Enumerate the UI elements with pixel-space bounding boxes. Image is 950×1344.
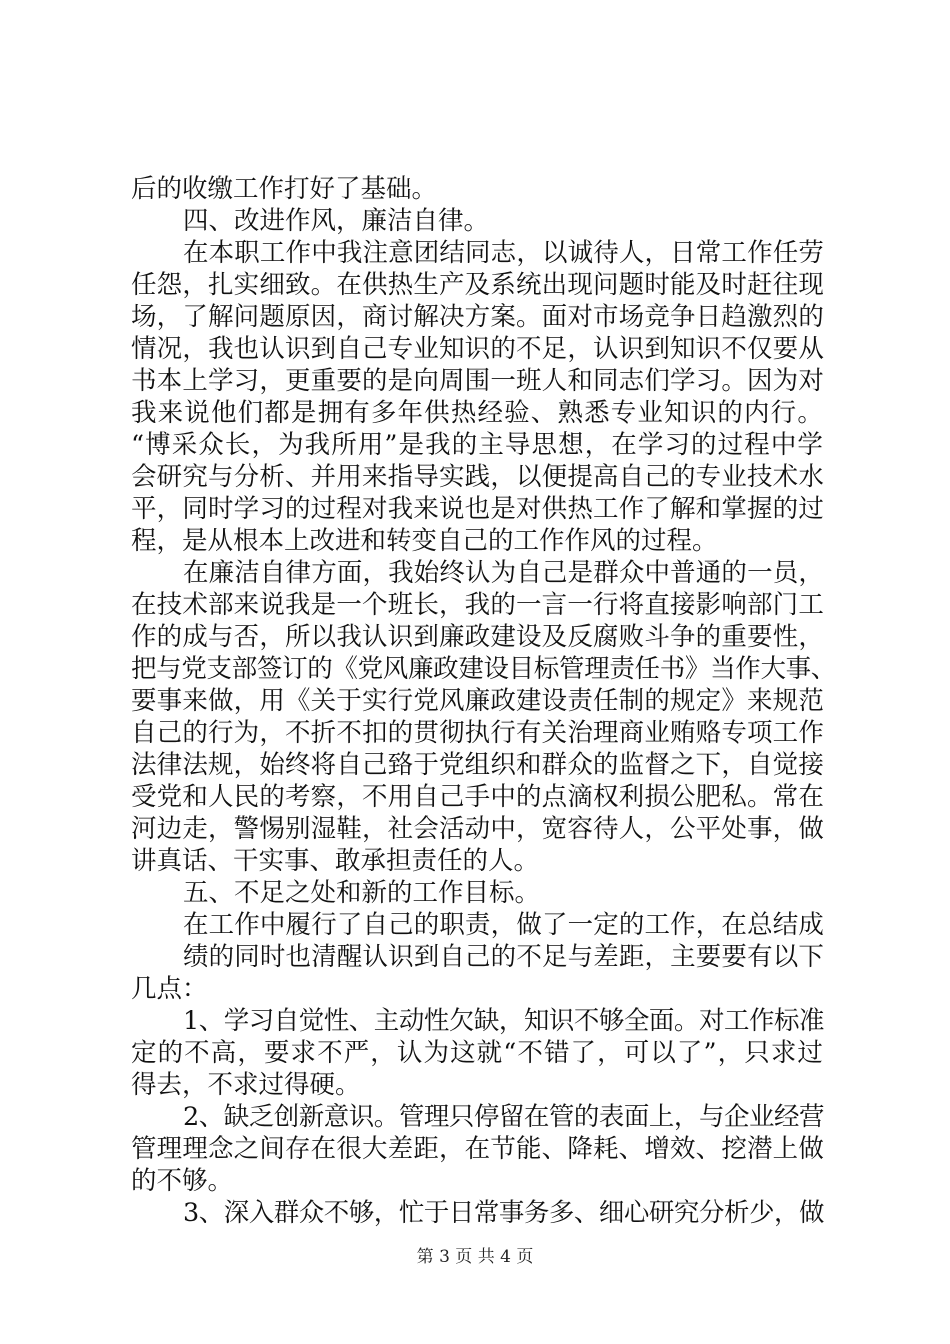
text-line: 1、学习自觉性、主动性欠缺，知识不够全面。对工作标准 bbox=[183, 1006, 824, 1036]
text-line: 受党和人民的考察，不用自己手中的点滴权利损公肥私。常在 bbox=[131, 782, 824, 812]
text-line: 几点： bbox=[131, 974, 208, 1004]
text-line: 程，是从根本上改进和转变自己的工作作风的过程。 bbox=[131, 526, 718, 556]
page-footer: 第 3 页 共 4 页 bbox=[416, 1247, 534, 1267]
text-line: 会研究与分析、并用来指导实践，以便提高自己的专业技术水 bbox=[131, 462, 824, 492]
text-line: 在廉洁自律方面，我始终认为自己是群众中普通的一员， bbox=[183, 558, 824, 588]
text-line: 管理理念之间存在很大差距，在节能、降耗、增效、挖潜上做 bbox=[131, 1134, 824, 1164]
text-line: 绩的同时也清醒认识到自己的不足与差距，主要要有以下 bbox=[183, 942, 824, 972]
text-line: 任怨，扎实细致。在供热生产及系统出现问题时能及时赶往现 bbox=[131, 270, 824, 300]
text-line: 后的收缴工作打好了基础。 bbox=[131, 174, 438, 204]
text-line: 书本上学习，更重要的是向周围一班人和同志们学习。因为对 bbox=[131, 366, 824, 396]
text-line: 在工作中履行了自己的职责，做了一定的工作，在总结成 bbox=[183, 910, 824, 940]
text-line: 定的不高，要求不严，认为这就“不错了，可以了”，只求过 bbox=[131, 1038, 824, 1068]
text-line: 场，了解问题原因，商讨解决方案。面对市场竞争日趋激烈的 bbox=[131, 302, 824, 332]
text-line: 把与党支部签订的《党风廉政建设目标管理责任书》当作大事、 bbox=[131, 654, 836, 684]
text-line: 平，同时学习的过程对我来说也是对供热工作了解和掌握的过 bbox=[131, 494, 824, 524]
text-line: “博采众长，为我所用”是我的主导思想，在学习的过程中学 bbox=[131, 430, 824, 460]
text-line: 要事来做，用《关于实行党风廉政建设责任制的规定》来规范 bbox=[131, 686, 824, 716]
text-line: 在本职工作中我注意团结同志，以诚待人，日常工作任劳 bbox=[183, 238, 824, 268]
text-line: 四、改进作风，廉洁自律。 bbox=[183, 206, 490, 236]
text-line: 在技术部来说我是一个班长，我的一言一行将直接影响部门工 bbox=[131, 590, 824, 620]
text-line: 五、不足之处和新的工作目标。 bbox=[183, 878, 541, 908]
text-line: 情况，我也认识到自己专业知识的不足，认识到知识不仅要从 bbox=[131, 334, 824, 364]
text-line: 得去，不求过得硬。 bbox=[131, 1070, 361, 1100]
text-line: 作的成与否，所以我认识到廉政建设及反腐败斗争的重要性， bbox=[131, 622, 824, 652]
text-line: 3、深入群众不够，忙于日常事务多、细心研究分析少，做 bbox=[183, 1198, 824, 1228]
text-line: 我来说他们都是拥有多年供热经验、熟悉专业知识的内行。 bbox=[131, 398, 824, 428]
text-line: 法律法规，始终将自己臵于党组织和群众的监督之下，自觉接 bbox=[131, 750, 824, 780]
text-line: 的不够。 bbox=[131, 1166, 234, 1196]
text-line: 自己的行为，不折不扣的贯彻执行有关治理商业贿赂专项工作 bbox=[131, 718, 824, 748]
text-line: 2、缺乏创新意识。管理只停留在管的表面上，与企业经营 bbox=[183, 1102, 824, 1132]
text-line: 讲真话、干实事、敢承担责任的人。 bbox=[131, 846, 540, 876]
text-line: 河边走，警惕别湿鞋，社会活动中，宽容待人，公平处事，做 bbox=[131, 814, 824, 844]
